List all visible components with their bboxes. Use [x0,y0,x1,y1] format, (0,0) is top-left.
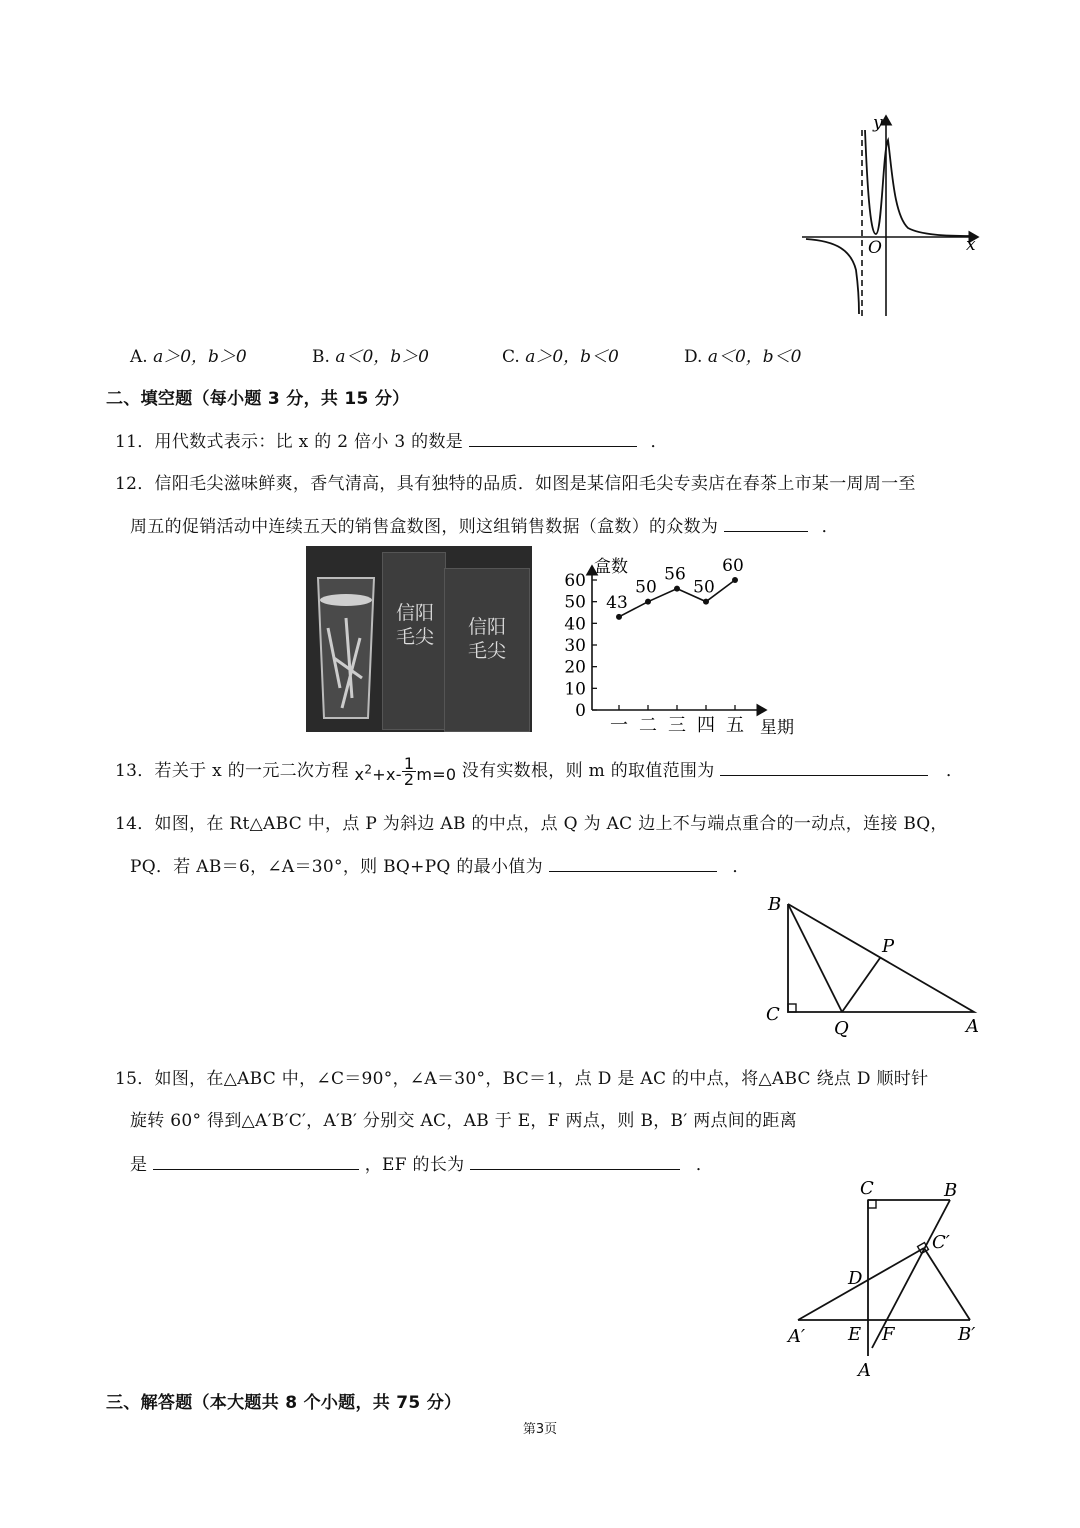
svg-text:C: C [766,1004,780,1025]
y-tick-label: 60 [564,571,586,591]
option-b: B. a＜0，b＞0 [312,347,429,367]
question-14-line-2: PQ．若 AB＝6，∠A＝30°，则 BQ+PQ 的最小值为 ． [130,852,750,877]
x-tick-label: 五 [726,715,744,736]
tea-box-1: 信阳 毛尖 [382,552,446,730]
svg-text:F: F [882,1324,895,1345]
question-14-line-1: 14．如图，在 Rt△ABC 中，点 P 为斜边 AB 的中点，点 Q 为 AC 边上不与端点重合的一动点，连接 BQ， [115,814,948,834]
q15-rotation-figure [786,1176,986,1380]
question-11: 11．用代数式表示：比 x 的 2 倍小 3 的数是 ． [115,427,668,452]
glass-icon [312,568,380,728]
sales-line-chart [556,552,806,740]
data-label: 56 [664,564,686,585]
y-tick-label: 20 [564,657,586,678]
svg-text:Q: Q [834,1018,849,1038]
svg-text:P: P [882,936,895,957]
x-label: x [966,235,976,255]
question-15-line-1: 15．如图，在△ABC 中，∠C＝90°，∠A＝30°，BC＝1，点 D 是 AC 的中点，将△ABC 绕点 D 顺时针 [115,1069,929,1089]
svg-text:B′: B′ [958,1324,976,1345]
x-tick-label: 三 [668,715,686,736]
question-15-line-2: 旋转 60° 得到△A′B′C′，A′B′ 分别交 AC，AB 于 E，F 两点，则 B，B′ 两点间的距离 [130,1111,797,1131]
svg-text:B: B [768,894,782,915]
option-c: C. a＞0，b＜0 [502,347,619,367]
equation: $x^2+x-$ $\frac{1}{2}$ m=0 [354,754,457,789]
option-d: D. a＜0，b＜0 [684,347,802,367]
chart-x-title: 星期 [760,718,794,738]
svg-text:C: C [860,1178,874,1199]
right-branch [865,130,971,236]
question-12-line-2: 周五的促销活动中连续五天的销售盒数图，则这组销售数据（盒数）的众数为 ． [130,512,839,537]
data-label: 43 [606,592,628,613]
y-tick-label: 30 [564,636,586,656]
section-3-title: 三、解答题（本大题共 8 个小题，共 75 分） [106,1393,462,1413]
tea-box-2: 信阳 毛尖 [444,568,530,732]
question-12-line-1: 12．信阳毛尖滋味鲜爽，香气清高，具有独特的品质．如图是某信阳毛尖专卖店在春茶上市某一周周一至 [115,474,916,494]
answer-blank-15b[interactable] [470,1151,680,1170]
data-label: 50 [693,577,715,598]
data-label: 50 [635,577,657,598]
answer-blank-14[interactable] [549,853,717,872]
svg-text:E: E [848,1324,862,1345]
chart-y-title: 盒数 [594,557,628,577]
option-a: A. a＞0，b＞0 [130,347,247,367]
question-13: 13．若关于 x 的一元二次方程 $x^2+x-$ $\frac{1}{2}$ m=0 没有实数根，则 m 的取值范围为 ． [115,754,964,789]
question-15-line-3: 是 ，EF 的长为 ． [130,1150,713,1175]
y-tick-label: 10 [564,679,586,700]
x-tick-label: 二 [639,715,657,736]
page-number: 第3页 [522,1422,558,1437]
origin-label: O [868,238,882,258]
svg-text:A: A [858,1360,871,1380]
y-tick-label: 0 [575,701,586,721]
y-tick-label: 50 [564,592,586,613]
left-branch [806,239,859,314]
data-point [703,599,709,605]
answer-blank-15a[interactable] [153,1151,359,1170]
q10-function-graph [796,110,986,322]
x-tick-label: 一 [610,715,628,736]
data-point [616,614,622,620]
svg-text:D: D [848,1268,863,1289]
answer-blank-11[interactable] [469,428,637,447]
q14-triangle-figure [760,888,990,1038]
svg-text:A: A [966,1016,979,1037]
section-2-title: 二、填空题（每小题 3 分，共 15 分） [106,389,410,409]
answer-blank-12[interactable] [724,513,808,532]
answer-blank-13[interactable] [720,757,928,776]
data-point [732,577,738,583]
x-tick-label: 四 [697,715,715,736]
tea-photo [306,546,532,732]
y-label: y [873,113,883,133]
data-point [674,586,680,592]
data-label: 60 [722,556,744,576]
svg-text:A′: A′ [788,1326,806,1347]
svg-text:C′: C′ [932,1232,950,1253]
y-tick-label: 40 [564,614,586,635]
data-point [645,599,651,605]
svg-text:B: B [944,1180,958,1201]
fraction: $\frac{1}{2}$ [403,754,415,789]
